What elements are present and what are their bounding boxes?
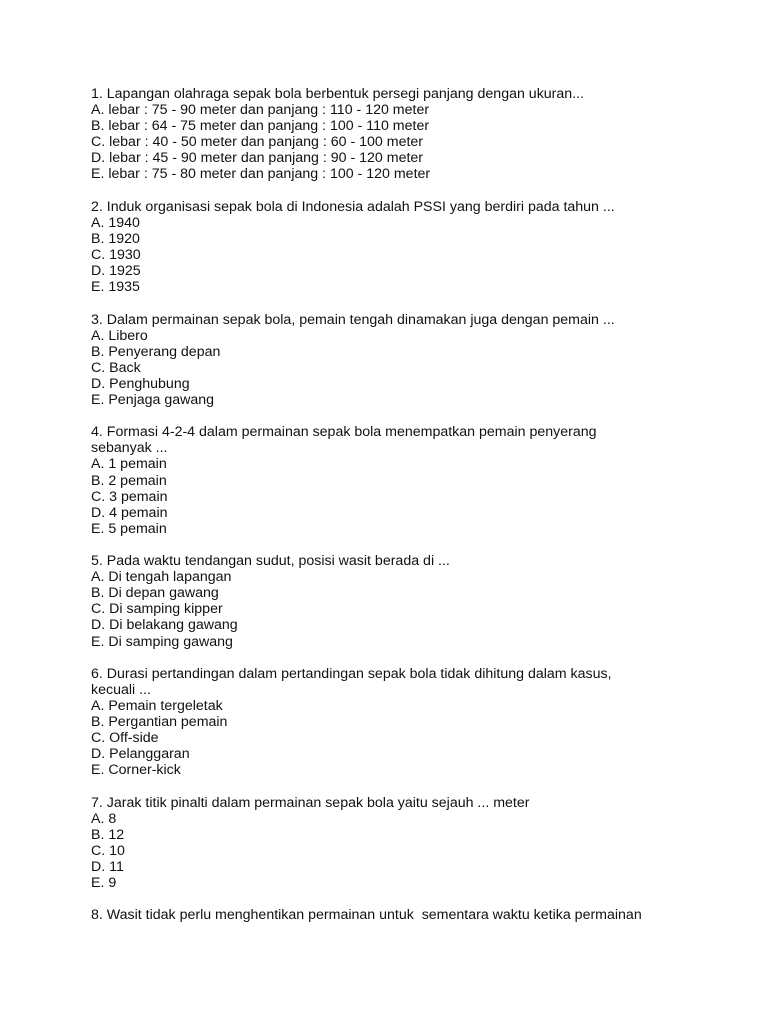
option-e: E. Corner-kick <box>91 762 181 779</box>
question-2 <box>91 199 711 296</box>
option-a: A. lebar : 75 - 90 meter dan panjang : 110 - 120 meter <box>91 102 430 119</box>
question-text: 2. Induk organisasi sepak bola di Indonesia adalah PSSI yang berdiri pada tahun ... <box>91 198 615 215</box>
option-b: B. 1920 <box>91 230 140 247</box>
question-5 <box>91 553 711 650</box>
option-e: E. 1935 <box>91 279 140 296</box>
question-3 <box>91 312 711 409</box>
option-c: C. Back <box>91 359 141 376</box>
option-c: C. 10 <box>91 842 125 859</box>
option-a: A. 8 <box>91 810 117 827</box>
question-text: 5. Pada waktu tendangan sudut, posisi wasit berada di ... <box>91 553 450 570</box>
option-b: B. 2 pemain <box>91 472 167 489</box>
option-d: D. Penghubung <box>91 375 190 392</box>
option-c: C. Off-side <box>91 730 159 747</box>
option-e: E. 9 <box>91 875 117 892</box>
option-e: E. Penjaga gawang <box>91 391 215 408</box>
question-8 <box>91 907 711 923</box>
option-d: D. Pelanggaran <box>91 746 190 763</box>
option-d: D. 11 <box>91 859 124 876</box>
option-d: D. lebar : 45 - 90 meter dan panjang : 90 - 120 meter <box>91 150 424 167</box>
option-b: B. lebar : 64 - 75 meter dan panjang : 100 - 110 meter <box>91 118 430 135</box>
option-d: D. 4 pemain <box>91 504 168 521</box>
document-page <box>91 86 711 940</box>
option-a: A. Libero <box>91 327 148 344</box>
question-1 <box>91 86 711 183</box>
option-a: A. 1 pemain <box>91 456 167 473</box>
option-c: C. lebar : 40 - 50 meter dan panjang : 60 - 100 meter <box>91 134 424 151</box>
question-text: 8. Wasit tidak perlu menghentikan permainan untuk sementara waktu ketika permainan <box>91 907 642 924</box>
question-text: 4. Formasi 4-2-4 dalam permainan sepak bola menempatkan pemain penyerang sebanyak ... <box>91 424 601 457</box>
question-text: 7. Jarak titik pinalti dalam permainan sepak bola yaitu sejauh ... meter <box>91 794 530 811</box>
question-7 <box>91 795 711 892</box>
option-b: B. Di depan gawang <box>91 585 219 602</box>
option-c: C. Di samping kipper <box>91 601 223 618</box>
option-d: D. Di belakang gawang <box>91 617 238 634</box>
option-e: E. lebar : 75 - 80 meter dan panjang : 100 - 120 meter <box>91 166 431 183</box>
question-4 <box>91 424 711 537</box>
question-6 <box>91 666 711 779</box>
option-a: A. 1940 <box>91 214 140 231</box>
option-a: A. Pemain tergeletak <box>91 698 223 715</box>
option-b: B. Penyerang depan <box>91 343 221 360</box>
option-c: C. 1930 <box>91 247 141 264</box>
option-e: E. Di samping gawang <box>91 633 233 650</box>
option-d: D. 1925 <box>91 263 141 280</box>
question-text: 6. Durasi pertandingan dalam pertandingan sepak bola tidak dihitung dalam kasus, kecuali ... <box>91 665 616 698</box>
option-b: B. 12 <box>91 826 125 843</box>
option-a: A. Di tengah lapangan <box>91 569 232 586</box>
option-c: C. 3 pemain <box>91 488 168 505</box>
option-e: E. 5 pemain <box>91 520 167 537</box>
question-text: 3. Dalam permainan sepak bola, pemain tengah dinamakan juga dengan pemain ... <box>91 311 615 328</box>
question-text: 1. Lapangan olahraga sepak bola berbentuk persegi panjang dengan ukuran... <box>91 86 585 102</box>
option-b: B. Pergantian pemain <box>91 714 228 731</box>
